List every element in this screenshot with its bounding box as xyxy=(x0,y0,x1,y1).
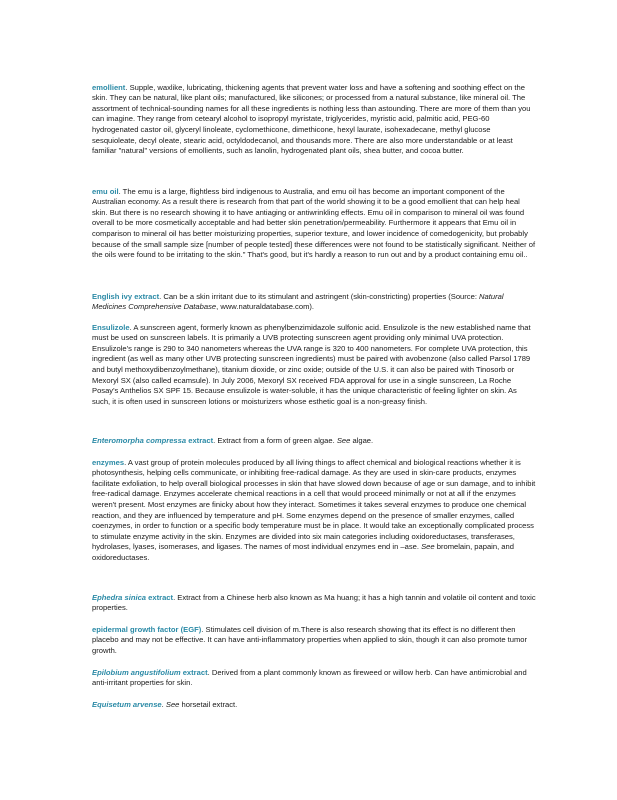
entry-term-suffix: extract xyxy=(146,592,174,602)
entry-term-italic: Epilobium angustifolium xyxy=(92,667,181,677)
entry-term-italic: Equisetum arvense xyxy=(92,699,162,709)
see-reference: See xyxy=(336,435,351,445)
entry-body: . A vast group of protein molecules produced by all living things to affect chemical and biological reactions whether it is photosynthesis, helping cells communicate, or inhibiting free-radical damage. As they are used in skin-care products, enzymes facilitate exfoliation, to help overall biological processes in skin that have slowed down because of age or sun damage, and to inhibit free-radical damage. Enzymes accelerate chemical reactions in a cell that would proceed minimally or not at all if the enzymes weren't present. Most enzymes are finicky about how they interact. Sometimes it takes several enzymes to produce one chemical reaction, and they are influenced by temperature and pH. Some enzymes depend on the presence of smaller enzymes, called coenzymes, in order to function or a specific body temperature must be in place. It would take an exceptionally complicated process to stimulate enzyme activity in the skin. Enzymes are divided into six main categories including oxidoreductases, transferases, hydrolases, lyases, isomerases, and ligases. The names of most individual enzymes end in –ase. xyxy=(92,457,536,552)
entry-body: . Extract from a form of green algae. xyxy=(213,435,337,445)
entry-body: . xyxy=(161,699,166,709)
entry-body: . Extract from a Chinese herb also known as Ma huang; it has a high tannin and volatile oil content and toxic properties. xyxy=(92,592,536,613)
entry-enteromorpha-compressa-extract xyxy=(92,436,537,447)
entry-emu-oil xyxy=(92,187,537,261)
entry-body: . Can be a skin irritant due to its stimulant and astringent (skin-constricting) properties (Source: xyxy=(159,291,480,301)
entry-emollient xyxy=(92,83,537,157)
entry-body-after: horsetail extract. xyxy=(179,699,238,709)
entry-term: Ensulizole xyxy=(92,322,130,332)
entry-english-ivy-extract xyxy=(92,292,537,313)
entry-epidermal-growth-factor xyxy=(92,625,537,657)
entry-term: enzymes xyxy=(92,457,125,467)
source-title: Natural Medicines Comprehensive Database xyxy=(92,291,504,312)
entry-body: . A sunscreen agent, formerly known as phenylbenzimidazole sulfonic acid. Ensulizole is the new established name that must be used on sunscreen labels. It is primarily a UVB protecting sunscreen agent providing only minimal UVA protection. Ensulizole's range is 290 to 340 nanometers whereas the UVA range is 320 to 400 nanometers. For complete UVA protection, this ingredient (as well as many other UVB protecting sunscreen ingredients) must be paired with avobenzone (also called Parsol 1789 and butyl methoxydibenzoylmethane), titanium dioxide, or zinc oxide; outside of the U.S. it can also be paired with Tinosorb or Mexoryl SX (also called ecamsule). In July 2006, Mexoryl SX received FDA approval for use in a single sunscreen, La Roche Posay's Anthelios SX SPF 15. Because ensulizole is water-soluble, it has the unique characteristic of feeling lighter on skin. As such, it is often used in sunscreen lotions or moisturizers whose esthetic goal is a non-greasy finish. xyxy=(92,322,531,406)
entry-ensulizole xyxy=(92,323,537,408)
entry-body: . The emu is a large, flightless bird indigenous to Australia, and emu oil has become an important component of the Australian economy. As a result there is research from that part of the world showing it to be a good emollient that can help heal skin. But there is no research showing it to have antiaging or antiwrinkling effects. Emu oil in comparison to mineral oil was found overall to be more cosmetically acceptable and had better skin penetration/permeability. Furthermore it appears that Emu oil in comparison to mineral oil has better moisturizing properties, superior texture, and lower incidence of comedogenicity, but probably because of the small sample size [number of people tested] these differences were not found to be statistically significant. Neither of the oils were found to be irritating to the skin." That's good, but it's hardly a reason to run out and by a product containing emu oil.. xyxy=(92,186,536,260)
entry-term-suffix: extract xyxy=(180,667,208,677)
entry-body: . Derived from a plant commonly known as fireweed or willow herb. Can have antimicrobial and anti-irritant properties for skin. xyxy=(92,667,527,688)
entry-body: . Stimulates cell division of m.There is also research showing that its effect is no different then placebo and may not be effective. It can have anti-inflammatory properties when applied to skin, though it can also promote tumor growth. xyxy=(92,624,528,655)
entry-term: English ivy extract xyxy=(92,291,160,301)
see-reference: See xyxy=(421,542,435,552)
entry-term-italic: Enteromorpha compressa xyxy=(92,435,187,445)
entry-term: emu oil xyxy=(92,186,119,196)
entry-term: epidermal growth factor (EGF) xyxy=(92,624,202,634)
entry-body-after: algae. xyxy=(350,435,374,445)
entry-equisetum-arvense xyxy=(92,700,537,711)
entry-term-italic: Ephedra sinica xyxy=(92,592,147,602)
entry-body-after: bromelain, papain, and oxidoreductases. xyxy=(92,542,514,562)
entry-epilobium-angustifolium-extract xyxy=(92,668,537,689)
see-reference: See xyxy=(165,699,180,709)
entry-term-suffix: extract xyxy=(186,435,214,445)
entry-body: . Supple, waxlike, lubricating, thickening agents that prevent water loss and have a softening and soothing effect on the skin. They can be natural, like plant oils; manufactured, like silicones; or processed from a natural substance, like mineral oil. The assortment of technical-sounding names for all these ingredients is nothing less than astounding. There are more of them than you can imagine. They range from cetearyl alcohol to isopropyl myristate, triglycerides, myristic acid, palmitic acid, PEG-60 hydrogenated castor oil, glyceryl linoleate, cyclomethicone, dimethicone, hexyl laurate, isohexadecane, methyl glucose sesquioleate, decyl oleate, stearic acid, octyldodecanol, and thousands more. There are also more understandable or at least familiar "natural" versions of emollients, such as lanolin, hydrogenated plant oils, shea butter, and cocoa butter. xyxy=(92,82,531,156)
entry-ephedra-sinica-extract xyxy=(92,593,537,614)
entry-term: emollient xyxy=(92,82,126,92)
entry-body-after: , www.naturaldatabase.com). xyxy=(216,302,315,312)
entry-enzymes xyxy=(92,458,537,564)
